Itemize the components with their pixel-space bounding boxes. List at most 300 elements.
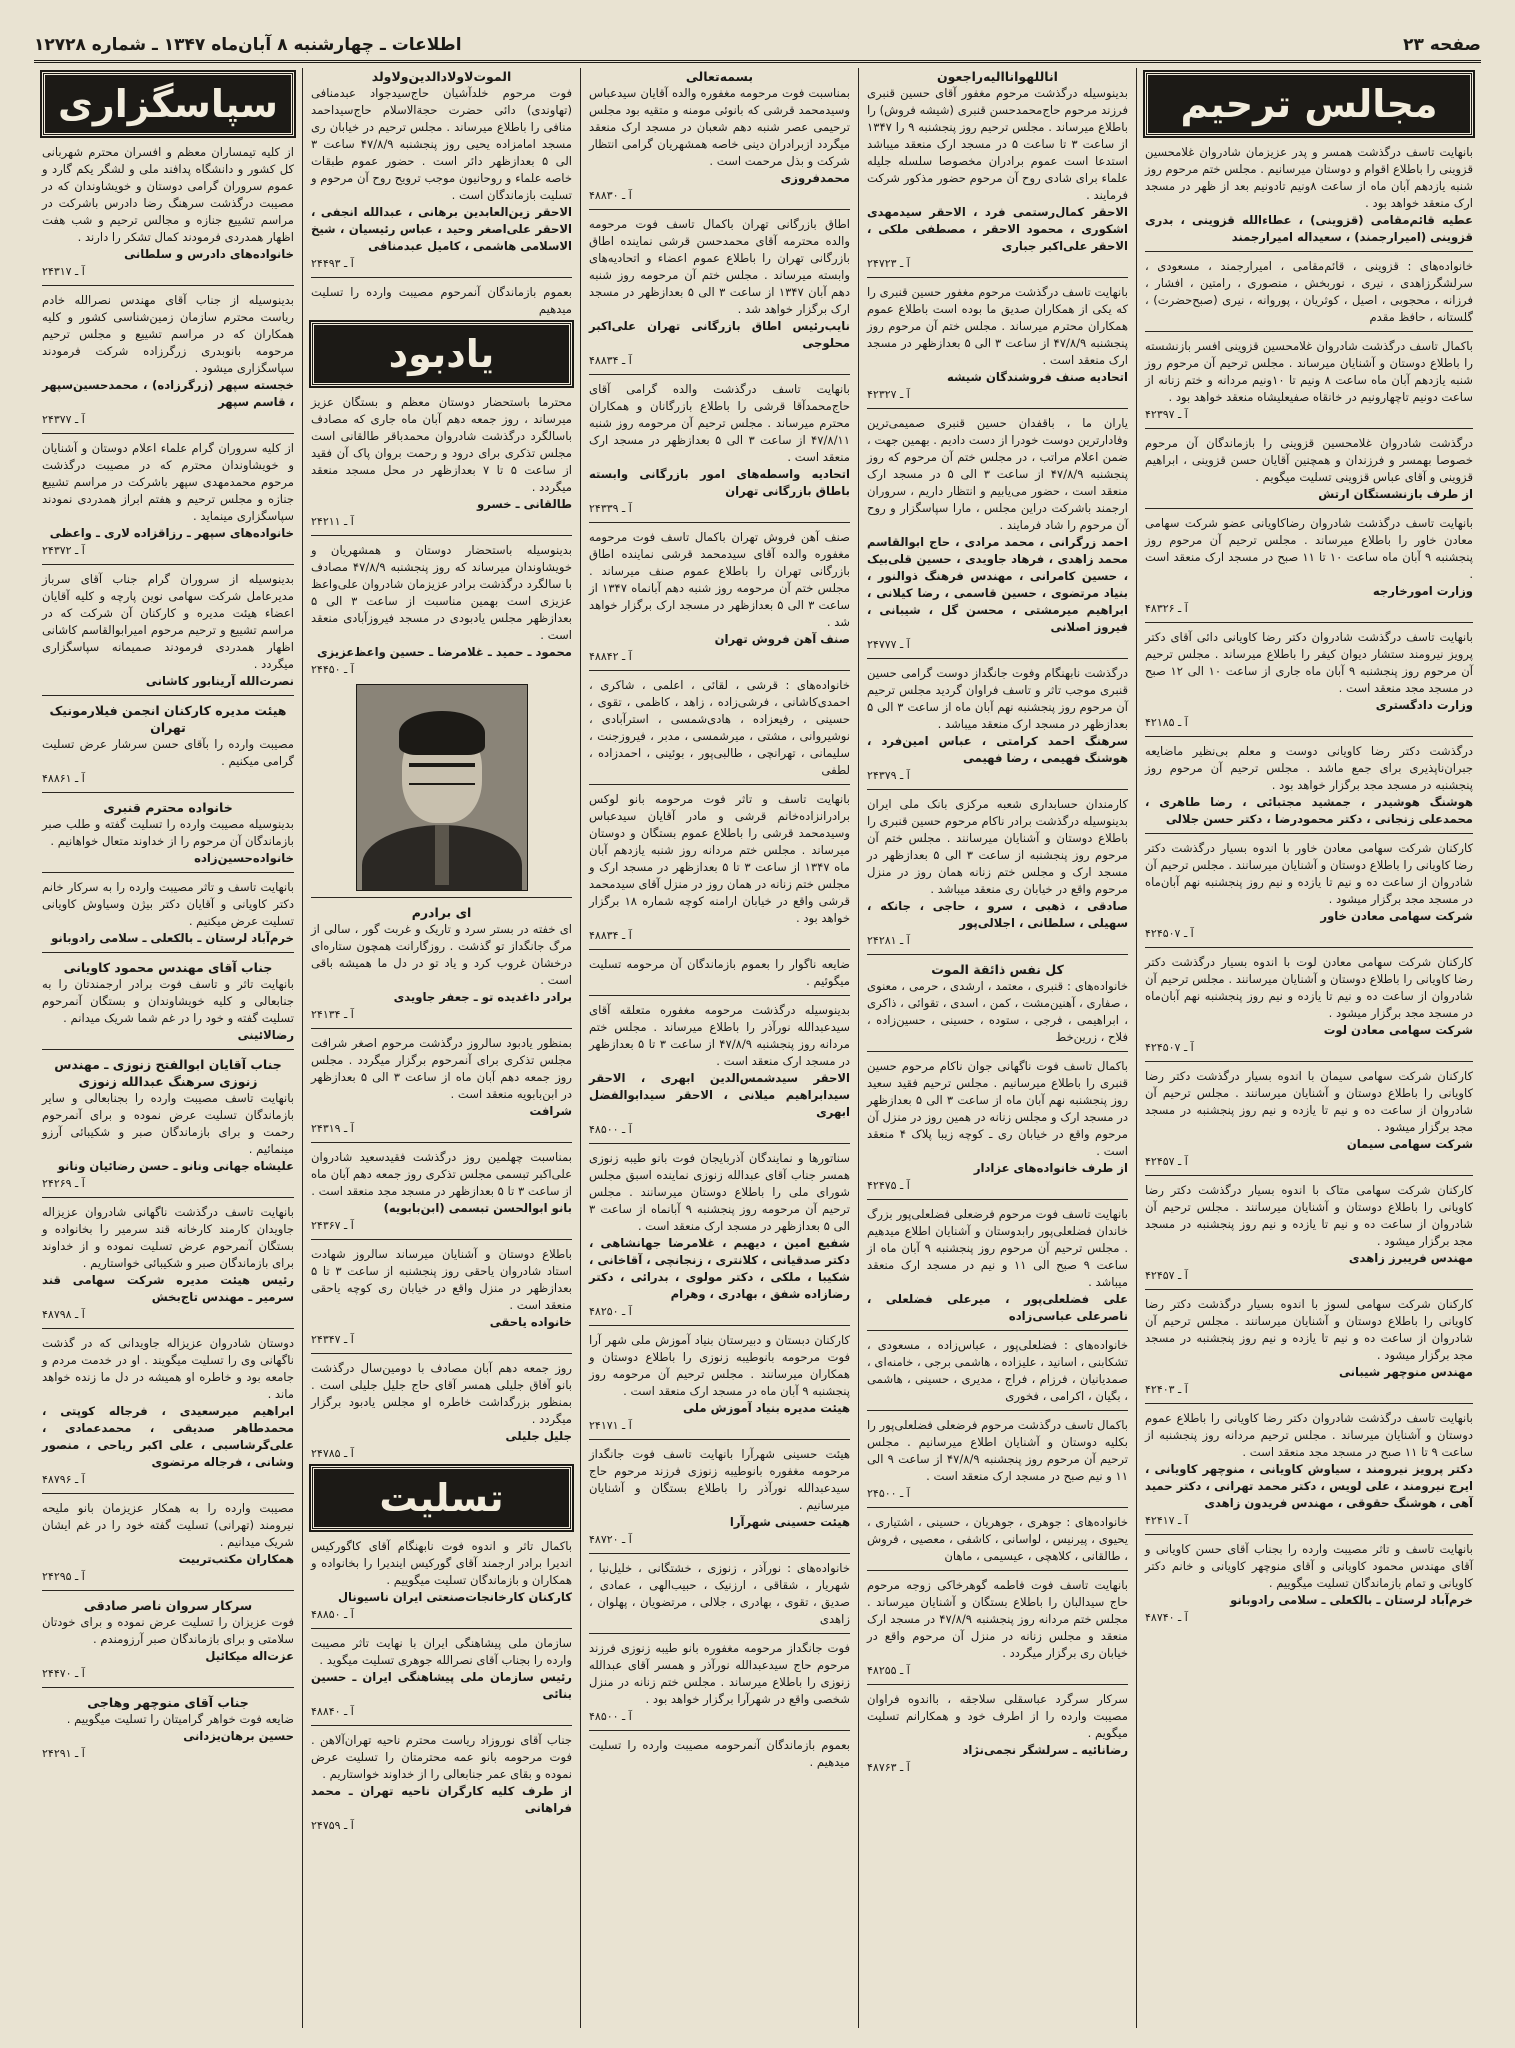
notice-sig: شرافت [529,1104,572,1118]
notice-body: بانهایت تاسف درگذشت ناگهانی شادروان عزیزاله جاویدان کارمند کارخانه قند سرمیر را بخانواده و بستگان آنمرحوم عرض تسلیت نموده و از خداوند برای بازماندگان صبر و شکیبائی خواستاریم . [42,1205,294,1270]
notice [1145,144,1473,246]
notice-ref: آ ـ ۴۲۴۵۷ [1145,1269,1188,1282]
notice-sig: حسین برهان‌یزدانی [183,1729,294,1743]
divider [589,670,850,671]
notice [1145,435,1473,503]
notice-ref: آ ـ ۲۴۳۶۷ [311,1219,354,1232]
notice-ref: آ ـ ۲۴۲۸۱ [867,934,910,947]
divider [1145,428,1473,429]
notice-sig: الاحقر سیدشمس‌الدین ابهری ، الاحقر سیدابراهیم میلانی ، الاحقر سیدابوالفضل ابهری [589,1071,850,1119]
notice-body: بانهایت تاسف و تاثر مصیبت وارده را بجناب آقای حسن کاویانی و آقای مهندس محمود کاویانی و آقای منوچهر کاویانی و خانم دکتر کاویانی و تمام بازماندگان تسلیت میگوییم . [1145,1542,1473,1590]
notice-body: خانواده‌های : جوهری ، جوهریان ، حسینی ، اشتیاری ، یحیوی ، پیرنیس ، لواسانی ، کاشفی ، معصیی ، فروش ، طالقانی ، کلاهچی ، عیسیمی ، ماهان [867,1515,1128,1563]
notice [311,1035,572,1137]
divider [1145,508,1473,509]
notice-body: سرکار سرگرد عباسقلی سلاجقه ، بااندوه فراوان مصیبت وارده را از اطرف خود و همکارانم تسلیت میگویم . [867,1692,1128,1740]
divider [42,695,294,696]
notice-sig: از طرف بازنشستگان ارتش [1318,487,1473,501]
notice [867,961,1128,1046]
notice-ref: آ ـ ۲۴۴۹۳ [311,257,354,270]
notice-sig: خجسته سپهر (زرگرزاده) ، محمدحسین‌سپهر ، قاسم سپهر [42,378,294,409]
notice-body: باکمال تاسف درگذشت مرحوم فرضعلی فضلعلی‌پور را بکلیه دوستان و آشنایان اطلاع میرسانیم . مجلس ترحیم آن مرحوم روز پنجشنبه ۴۷/۸/۹ از ساعت ۹ الی ۱۱ و نیم صبح در مسجد ارک منعقد است . [867,1418,1128,1483]
notice-ref: آ ـ ۲۴۲۱۱ [311,515,354,528]
notice-body: کارکنان شرکت سهامی لسوز با اندوه بسیار درگذشت دکتر رضا کاویانی را باطلاع دوستان و آشنایان میرسانند . مجلس ترحیم آن شادروان از ساعت ده و نیم تا یازده و نیم روز پنجشنبه در مسجد مجد برگزار میشود . [1145,1297,1473,1362]
divider [311,1142,572,1143]
notice-ref: آ ـ ۴۸۸۳۰ [589,189,632,202]
notice-sig: مهندس فریبرز زاهدی [1348,1251,1473,1265]
notice [1145,1541,1473,1626]
notice-body: مصیبت وارده را بآقای حسن سرشار عرض تسلیت گرامی میکنیم . [42,737,294,768]
notice-body: کارکنان شرکت سهامی سیمان با اندوه بسیار درگذشت دکتر رضا کاویانی را باطلاع دوستان و آشنایان میرسانند . مجلس ترحیم آن شادروان از ساعت ده و نیم تا یازده و نیم روز پنجشنبه در مسجد مجد برگزار میشود . [1145,1069,1473,1134]
notice-body: دوستان شادروان عزیزاله جاویدانی که در گذشت ناگهانی وی را تسلیت میگویند . او در خدمت مردم و جامعه بود و خاطره او همیشه در دل ما زنده خواهد ماند . [42,1336,294,1401]
notice-head: الموت‌لاولادالدین‌ولاولد [371,69,512,84]
notice [867,1514,1128,1565]
notice-sig: همکاران مکتب‌تربیت [178,1552,294,1566]
notice-head: بسمه‌تعالی [685,69,754,84]
notice [867,1206,1128,1325]
notice [1145,629,1473,731]
notice-sig: شرکت سهامی سیمان [1346,1137,1473,1151]
notice-body: بدینوسیله از سروران گرام جناب آقای سرباز مدیرعامل شرکت سهامی نوین پارچه و کلیه آقایان اعضاء هیئت مدیره و کارکنان آن شرکت که در مراسم تشییع و ترحیم مرحوم امیرابوالقاسم کاشانی اظهار همدردی فرمودند صمیمانه سپاسگزاری میگردد . [42,572,294,671]
notice-body: خانواده‌های : فضلعلی‌پور ، عباس‌زاده ، مسعودی ، تشکابنی ، اسانید ، علیزاده ، هاشمی برجی ، خامنه‌ای ، صمدیانیان ، فرزام ، فراج ، مدیری ، حسینی ، هاشمی ، بگیان ، اکرامی ، فخوری [867,1338,1128,1403]
divider [42,1049,294,1050]
notice-sig: محمود ـ حمید ـ غلامرضا ـ حسین واعظ‌عزیزی [316,645,572,659]
notice-sig: رئیس سازمان ملی پیشاهنگی ایران ـ حسین بنائی [311,1670,572,1701]
portrait-photo [356,684,528,891]
notice-ref: آ ـ ۲۴۵۰۰ [867,1487,910,1500]
notice-ref: آ ـ ۲۴۲۶۹ [42,1177,85,1190]
divider [589,1439,850,1440]
divider [589,1553,850,1554]
notice-head: اناللهواناالیه‌راجعون [937,69,1058,84]
divider [1145,1175,1473,1176]
divider [589,374,850,375]
notice [867,1691,1128,1776]
notice [867,1417,1128,1502]
notice-body: کارکنان شرکت سهامی متاک با اندوه بسیار درگذشت دکتر رضا کاویانی را باطلاع دوستان و آشنایان میرسانند . مجلس ترحیم آن شادروان از ساعت ده و نیم تا یازده و نیم روز پنجشنبه در مسجد مجد برگزار میشود . [1145,1183,1473,1248]
notice-body: سناتورها و نمایندگان آذربایجان فوت بانو طیبه زنوزی همسر جناب آقای عبدالله زنوزی نماینده اسبق مجلس شورای ملی را باطلاع دوستان میرسانند . مجلس ترحیم آن مرحومه روز پنجشنبه ۹ آبانماه از ساعت ۳ الی ۵ بعدازظهر در مسجد ارک منعقد است . [589,1151,850,1233]
notice-sig: سرهنگ احمد کرامتی ، عباس امین‌فرد ، هوشنگ فهیمی ، رضا فهیمی [867,734,1128,765]
notice-list [1145,144,1473,1626]
notice-sig: خانواده‌حسین‌زاده [194,851,294,865]
divider [867,1410,1128,1411]
divider [589,1143,850,1144]
notice [589,1446,850,1548]
notice-body: بانهایت تاسف و تاثر فوت مرحومه بانو لوکس برادرانزاده‌خانم قرشی و مادر آقایان سیدعباس وسیدمحمد قرشی را باطلاع عموم بستگان و دوستان میرساند . مجلس ختم مردانه روز شنبه یازدهم آبان ماه ۱۳۴۷ از ساعت ۳ تا ۵ بعدازظهر در مسجد ارک و مجلس ختم زنانه در همان روز در منزل آقای سیدمحمد قرشی واقع در خیابان ارامنه کوچه شماره ۱۸ برگزار خواهد بود . [589,792,850,925]
notice-body: از کلیه تیمساران معظم و افسران محترم شهربانی کل کشور و دانشگاه پدافند ملی و لشگر یکم گارد و عموم سروران گرامی دوستان و خویشاوندان که در مصیبت درگذشت سرهنگ رضا دادرس باشرکت در مراسم تشییع جنازه و مجالس ترحیم و شب هفت اظهار همدردی فرمودند کمال تشکر را دارند . [42,145,294,244]
notice-sig: عزت‌اله میکائیل [205,1649,294,1663]
issue-line: اطلاعات ـ چهارشنبه ۸ آبان‌ماه ۱۳۴۷ ـ شماره ۱۲۷۲۸ [34,35,462,55]
notice-body: بانهایت تاسف درگذشت والده گرامی آقای حاج‌محمدآقا قرشی را باطلاع بازرگانان و همکاران محترم میرساند . مجلس ترحیم آن مرحومه روز شنبه ۴۷/۸/۱۱ از ساعت ۳ الی ۵ بعدازظهر در مسجد ارک منعقد است . [589,382,850,464]
notice-body: روز جمعه دهم آبان مصادف با دومین‌سال درگذشت بانو آفاق جلیلی همسر آقای حاج جلیل جلیلی است . بمنظور بزرگداشت خاطره او مجلس یادبود برگزار میگردد . [311,1361,572,1426]
divider [1145,736,1473,737]
notice [311,1149,572,1234]
notice-ref: آ ـ ۴۸۸۳۴ [589,354,632,367]
notice-body: ای خفته در بستر سرد و تاریک و غربت گور ، سالی از مرگ جانگداز تو گذشت . روزگارانت همچون ستاره‌ای درخشان غروب کرد و یاد تو در دل ما همیشه باقی است . [311,922,572,987]
notice [42,571,294,690]
divider [867,277,1128,278]
divider [1145,251,1473,252]
notice [589,381,850,517]
divider [42,1590,294,1591]
notice-ref: آ ـ ۴۲۱۸۵ [1145,716,1188,729]
divider [589,1633,850,1634]
notice-body: کارکنان دبستان و دبیرستان بنیاد آموزش ملی شهر آرا فوت مرحومه بانوطیبه زنوزی را باطلاع دوستان و همکاران میرسانند . مجلس ترحیم آن مرحومه روز پنجشنبه ۹ آبان ماه در مسجد ارک منعقد است . [589,1333,850,1398]
notice-ref: آ ـ ۲۴۳۳۹ [589,502,632,515]
notice-sig: طالقانی ـ خسرو [476,497,572,511]
notice-head: جناب آقای مهندس محمود کاویانی [63,960,273,975]
notice-sig: خانواده یاحقی [489,1315,572,1329]
notice-body: جناب آقای نوروزاد ریاست محترم ناحیه تهران‌آلاهن . فوت مرحومه بانو عمه محترمتان را تسلیت عرض نموده و بقای عمر جنابعالی را از خداوند خواستاریم . [311,1733,572,1781]
notice-body: اطاق بازرگانی تهران باکمال تاسف فوت مرحومه والده محترمه آقای محمدحسن قرشی نماینده اطاق بازرگانی تهران را باطلاع عموم اعضاء و اتحادیه‌های وابسته میرساند . مجلس ختم آن مرحومه روز شنبه دهم آبان ۱۳۴۷ از ساعت ۳ الی ۵ بعدازظهر در مسجد ارک برگزار خواهد شد . [589,217,850,316]
notice [42,440,294,559]
divider [42,872,294,873]
notice [1145,1182,1473,1284]
notice-head: کل نفس ذائقة الموت [931,962,1064,977]
notice-body: بانهایت تاثر و تاسف فوت برادر ارجمندتان را به جنابعالی و کلیه خویشاوندان و بستگان آنمرحوم تسلیت گفته و خود را در غم شما شریک میدانم . [42,977,294,1025]
notice-body: باکمال تاسف درگذشت شادروان غلامحسین قزوینی افسر بازنشسته را باطلاع دوستان و آشنایان میرساند . مجلس ترحیم آن مرحوم روز شنبه یازدهم آبان ماه ساعت ۸ ونیم تا ۱۰ونیم مردانه و ختم زنانه از ساعت دونیم تاچهارونیم در خانقاه صفیعلیشاه منعقد خواهد بود . [1145,339,1473,404]
divider [1145,833,1473,834]
notice-ref: آ ـ ۲۴۷۲۳ [867,257,910,270]
notice-ref: آ ـ ۴۸۸۵۰ [311,1608,354,1621]
notice [42,1694,294,1762]
notice [42,702,294,787]
notice-body: خانواده‌های : قرشی ، لقائی ، اعلمی ، شاکری ، احمدی‌کاشانی ، فرشی‌زاده ، زاهد ، کاظمی ، تقوی ، حسینی ، رفیعزاده ، هادی‌شمسی ، استرآبادی ، نوشیروانی ، مشتی ، میرشمسی ، مدبر ، فیروزجنت ، سلیمانی ، تهرانچی ، طالبی‌پور ، بوئینی ، احمدزاده ، لطفی [589,678,850,777]
notice-body: فوت مرحوم خلدآشیان حاج‌سیدجواد عبدمنافی (تهاوندی) دائی حضرت حجةالاسلام حاج‌سیداحمد منافی را باطلاع میرساند . مجلس ترحیم در خیابان ری مسجد امامزاده یحیی روز پنجشنبه ۴۷/۸/۹ ساعت ۳ الی ۵ بعدازظهر دائر است . حضور عموم طبقات خاصه علماء و روحانیون موجب ترویح روح آن مرحوم و تسلیت بازماندگان است . [311,86,573,202]
notice-head: ای برادرم [411,905,472,920]
columns [34,68,1481,2028]
notice-sig: وزارت امورخارجه [1372,584,1473,598]
divider [42,433,294,434]
notice-ref: آ ـ ۴۸۲۵۰ [589,1305,632,1318]
notice-body: هیئت حسینی شهرآرا بانهایت تاسف فوت جانگداز مرحومه مغفوره بانوطیبه زنوزی فرزند مرحوم حاج سیدعبدالله نورآذر را باطلاع بستگان و آشنایان میرسانیم . [589,1447,850,1512]
notice-sig: شرکت سهامی معادن لوت [1323,1023,1473,1037]
notice-sig: خرم‌آباد لرستان ـ بالکعلی ـ سلامی رادوبانو [51,931,294,945]
notice-sig: صادقی ، ذهبی ، سرو ، حاجی ، جانکه ، سهیلی ، سلطانی ، اجلالی‌پور [867,899,1128,930]
divider [589,995,850,996]
notice-body: از کلیه سروران گرام علماء اعلام دوستان و آشنایان و خویشاوندان محترم که در مصیبت درگذشت مرحوم محمدمهدی سپهر باشرکت در مراسم تشییع جنازه و مجلس ترحیم و هفتم ابراز همدردی نمودند سپاسگزاری مینماید . [42,441,294,523]
notice [311,394,572,530]
notice-body: بدینوسیله از جناب آقای مهندس نصرالله خادم ریاست محترم سازمان زمین‌شناسی کشور و کلیه همکاران که در مراسم تشییع و مجلس ترحیم مرحومه بانوبدری زرگرزاده شرکت فرمودند سپاسگزاری میشود . [42,293,294,375]
notice-body: محترما باستحضار دوستان معظم و بستگان عزیز میرساند ، روز جمعه دهم آبان ماه جاری که مصادف باسالگرد درگذشت شادروان محمدباقر طالقانی است مجلس تذکری برای درود و رحمت بروان پاک آن فقید از ساعت ۵ تا ۷ بعدازظهر در محل مسجد منعقد میگردد . [311,395,572,494]
notice-sig: رضانائیه ـ سرلشگر نجمی‌نژاد [962,1743,1128,1757]
notice [1145,1296,1473,1398]
divider [1145,1534,1473,1535]
banner-majales-tarhim: مجالس ترحیم [1145,72,1473,136]
divider [867,1570,1128,1571]
notice [311,1360,572,1462]
notice [1145,954,1473,1056]
notice-ref: آ ـ ۴۸۸۶۱ [42,772,85,785]
notice [867,1577,1128,1679]
notice [311,1246,572,1348]
notice-ref: آ ـ ۲۴۷۷۷ [867,638,910,651]
notice-list [311,394,572,1462]
notice-body: بمنظور یادبود سالروز درگذشت مرحوم اصغر شرافت مجلس تذکری برای آنمرحوم برگزار میگردد . مجلس روز جمعه دهم آبان ماه از ساعت ۳ الی ۵ بعدازظهر در ابن‌بابویه منعقد است . [311,1036,572,1101]
masthead [34,34,1481,56]
notice-body: بدینوسیله باستحضار دوستان و همشهریان و خویشاوندان میرساند که روز پنجشنبه ۴۷/۸/۹ مصادف با سالگرد درگذشت برادر عزیزمان شادروان علی‌واعظ عزیزی است بهمین مناسبت از ساعت ۳ الی ۵ بعدازظهر مجلس یادبودی در مسجد فیروزآبادی منعقد است . [311,543,573,642]
notice [311,542,572,678]
notice-list [311,1538,572,1834]
notice-sig: از طرف کلیه کارگران ناحیه تهران ـ محمد فراهانی [311,1784,572,1815]
notice [867,415,1128,653]
notice-body: بدینوسیله مصیبت وارده را تسلیت گفته و طلب صبر بازماندگان آن مرحوم را از خداوند متعال خواهانیم . [42,817,294,848]
divider [867,658,1128,659]
notice-sig: عطیه قائم‌مقامی (قزوینی) ، عطاءالله قزوینی ، بدری قزوینی (امیرارجمند) ، سعیداله امیرارجمند [1145,213,1473,244]
notice [867,284,1128,403]
notice-sig: صنف آهن فروش تهران [714,632,850,646]
notice-body: درگذشت دکتر رضا کاویانی دوست و معلم بی‌نظیر ماضایعه جبران‌ناپذیری برای جمع ماشد . مجلس ترحیم آن مرحوم روز پنجشنبه در مسجد مجد برگزار خواهد بود . [1145,744,1473,792]
notice-ref: آ ـ ۴۲۴۵۰۷ [1145,927,1194,940]
divider [589,1325,850,1326]
notice-body: یاران ما ، باقفدان حسین قنبری صمیمی‌ترین وفادارترین دوست خودرا از دست دادیم . بهمین جهت ، ضمن اعلام مراتب ، در مجلس ختم آن مرحوم که روز پنجشنبه ۴۷/۸/۹ از ساعت ۳ الی ۵ در مسجد ارک منعقد است ، حضور می‌یابیم و انتظار داریم ، سروران ارجمند باشرکت دراین مجلس ، مارا سپاسگزار و روح آن مرحوم را شاد فرمایند . [867,416,1128,532]
notice [1145,1068,1473,1170]
notice-sig: بانو ابوالحسن تبسمی (ابن‌بابویه) [383,1201,572,1215]
divider [867,954,1128,955]
notice-sig: از طرف خانواده‌های عزادار [973,1161,1128,1175]
notice-ref: آ ـ ۴۲۳۲۷ [867,388,910,401]
notice [589,1640,850,1725]
notice [589,1560,850,1628]
notice-ref: آ ـ ۴۸۷۹۶ [42,1473,85,1486]
notice-ref: آ ـ ۴۲۳۹۷ [1145,408,1188,421]
divider [42,792,294,793]
notice-body: بانهایت تاسف درگذشت شادروان دکتر رضا کاویانی دائی آقای دکتر پرویز نیرومند ستشار دیوان کیفر را باطلاع میرساند . مجلس ترحیم آن مرحوم روز پنجشنبه ۹ آبان ماه جاری از ساعت ۱۰ الی ۱۲ صبح در مسجد مجد منعقد است . [1145,630,1474,695]
notice-body: درگذشت شادروان غلامحسین قزوینی را بازماندگان آن مرحوم خصوصا بهمسر و فرزندان و همچنین آقایان حسن قزوینی ، ابراهیم قزوینی و آقای عباس قزوینی تسلیت میگویم . [1145,436,1473,484]
notice-body: بدینوسیله درگذشت مرحوم مغفور آقای حسین قنبری فرزند مرحوم حاج‌محمدحسن قنبری (شیشه فروش) را باطلاع میرساند . مجلس ترحیم روز پنجشنبه ۹ را ۱۳۴۷ از ساعت ۳ تا ساعت ۵ در مسجد ارک منعقد میباشد استدعا است عموم برادران مخصوصا سلسله جلیله علماء برای شادی روح آن مرحوم حضور مذکور شرکت فرمایند . [867,86,1128,202]
column-4 [858,68,1136,2028]
notice-ref: آ ـ ۲۴۳۱۹ [311,1122,354,1135]
notice-ref: آ ـ ۴۸۸۴۰ [311,1705,354,1718]
notice [311,1732,572,1834]
notice-ref: آ ـ ۴۸۵۰۰ [589,1710,632,1723]
notice [1145,258,1473,326]
notice [1145,1410,1473,1529]
notice-ref: آ ـ ۴۲۴۵۰۷ [1145,1041,1194,1054]
notice [42,959,294,1044]
notice-ref: آ ـ ۲۴۳۷۲ [42,544,85,557]
divider [42,1197,294,1198]
notice-sig: خانواده‌های سپهر ـ رزاقزاده لاری ـ واعظی [49,526,294,540]
notice-body: صنف آهن فروش تهران باکمال تاسف فوت مرحومه مغفوره والده آقای سیدمحمد قرشی نماینده اطاق بازرگانی تهران را باطلاع عموم صنف میرساند . مجلس ختم آن مرحومه روز شنبه دهم آبانماه ۱۳۴۷ از ساعت ۳ الی ۵ بعدازظهر در مسجد ارک برگزار خواهد شد . [589,530,851,629]
notice [311,1635,572,1720]
notice-sig: نایب‌رئیس اطاق بازرگانی تهران علی‌اکبر محلوجی [589,319,850,350]
divider [589,949,850,950]
notice-body: خانواده‌های : نورآذر ، زنوزی ، خشتگانی ، خلیل‌نیا ، شهریار ، شقاقی ، ارزنیک ، حبیب‌الهی ، عمادی ، صدیق ، تقوی ، بهادری ، جلالی ، مرتضویان ، پهلوان ، زاهدی [589,1561,850,1626]
notice-sig: کارکنان کارخانجات‌صنعتی ایران ناسیونال [337,1590,572,1604]
page-number: صفحه ۲۳ [1403,35,1481,55]
notice [311,284,572,318]
notice-body: بانهایت تاسف درگذشت شادروان رضاکاویانی عضو شرکت سهامی معادن خاور را باطلاع میرساند . مجلس ترحیم آن مرحوم روز پنجشنبه ۹ آبان ماه ساعت ۱۰ تا ۱۱ صبح در مسجد ارک منعقد است . [1145,516,1473,581]
divider [42,1687,294,1688]
notice-ref: آ ـ ۲۴۱۷۱ [589,1419,632,1432]
notice-ref: آ ـ ۴۲۴۱۷ [1145,1514,1188,1527]
divider [867,1330,1128,1331]
divider [1145,1289,1473,1290]
notice [1145,515,1473,617]
column-thanks [34,68,302,2028]
notice-sig: جلیل جلیلی [505,1429,572,1443]
divider [42,564,294,565]
notice-body: سازمان ملی پیشاهنگی ایران با نهایت تاثر مصیبت وارده را بجناب آقای نصرالله جوهری تسلیت میگوید . [311,1636,572,1667]
notice-ref: آ ـ ۴۸۷۶۳ [867,1761,910,1774]
notice-sig: علی فضلعلی‌پور ، میرعلی فضلعلی ، ناصرعلی عباسی‌زاده [867,1292,1128,1323]
divider [311,1725,572,1726]
notice-ref: آ ـ ۲۴۳۴۷ [311,1333,354,1346]
notice-body: ضایعه ناگوار را بعموم بازماندگان آن مرحومه تسلیت میگوئیم . [589,957,850,988]
notice-body: فوت عزیزان را تسلیت عرض نموده و برای خودتان سلامتی و برای بازماندگان صبر آرزومندم . [42,1615,294,1646]
notice-ref: آ ـ ۲۴۷۸۵ [311,1447,354,1460]
notice-body: بانهایت تاسف مصیبت وارده را بجنابعالی و سایر بازماندگان تسلیت عرض نموده و برای آنمرحوم رحمت و برای بازماندگان صبر و شکیبائی آرزو مینمائیم . [42,1091,294,1156]
notice-sig: محمدفروزی [780,171,850,185]
notice-ref: آ ـ ۲۴۳۷۹ [867,769,910,782]
notice [589,1002,850,1138]
notice [42,1500,294,1585]
notice-sig: خانواده‌های دادرس و سلطانی [124,247,294,261]
notice-ref: آ ـ ۲۴۲۹۱ [42,1747,85,1760]
divider [42,1493,294,1494]
notice-sig: خرم‌آباد لرستان ـ بالکعلی ـ سلامی رادوبانو [1230,1593,1473,1607]
notice-ref: آ ـ ۴۲۴۰۳ [1145,1383,1188,1396]
divider [42,1328,294,1329]
notice-head: سرکار سروان ناصر صادقی [83,1598,253,1613]
divider [42,952,294,953]
notice-body: بعموم بازماندگان آنمرحومه مصیبت وارده را تسلیت میدهیم . [589,1738,850,1769]
divider [1145,622,1473,623]
portrait-hair [399,711,485,755]
notice [42,1597,294,1682]
notice-body: بانهایت تاسف درگذشت مرحوم مغفور حسین قنبری را که یکی از همکاران صدیق ما بوده است باطلاع عموم همکاران محترم میرساند . مجلس ختم آن مرحوم روز پنجشنبه ۴۷/۸/۹ از ساعت ۳ الی ۵ بعدازظهر در مسجد ارک منعقد است . [867,285,1128,367]
notice-body: بانهایت تاسف درگذشت همسر و پدر عزیزمان شادروان غلامحسین قزوینی را باطلاع اقوام و دوستان میرسانیم . مجلس ختم مرحوم روز شنبه یازدهم آبان ماه از ساعت ۸ونیم تادونیم بعد از ظهر در مسجد ارک منعقد خواهد بود . [1145,145,1473,210]
notice [589,1332,850,1434]
notice [1145,743,1473,828]
divider [1145,947,1473,948]
notice-sig: نصرت‌الله آرینابور کاشانی [145,674,294,688]
notice [589,216,850,369]
banner-tasliyat: تسلیت [311,1466,572,1530]
notice-sig: الاحقر زین‌العابدین برهانی ، عبدالله انجفی ، الاحقر علی‌اصغر وحید ، عباس رئیسیان ، شیخ الاسلامی هاشمی ، کامیل عبدمنافی [311,205,572,253]
divider [867,789,1128,790]
notice [589,68,850,204]
notice-sig: هیئت مدیره بنیاد آموزش ملی [682,1401,850,1415]
notice-sig: اتحادیه صنف فروشندگان شیشه [946,370,1128,384]
notice-sig: شرکت سهامی معادن خاور [1320,909,1473,923]
notice-sig: احمد زرگرانی ، محمد مرادی ، حاج ابوالقاسم محمد زاهدی ، فرهاد جاویدی ، حسین قلی‌بیک ، حسین کامرانی ، مهندس فرهنگ ذوالنور ، بنیاد مرتضوی ، حسین قاسمی ، رضا کیلانی ، ابراهیم میرمشتی ، محسن گل ، شیبانی ، فیروز اصلانی [867,535,1128,634]
notice-sig: برادر داغدیده تو ـ جعفر جاویدی [393,990,572,1004]
notice [589,1150,850,1320]
divider [311,1239,572,1240]
notice-ref: آ ـ ۴۸۳۲۶ [1145,602,1188,615]
notice-body: بانهایت تاسف درگذشت شادروان دکتر رضا کاویانی را باطلاع عموم دوستان و آشنایان میرساند . مجلس ترحیم مردانه روز پنجشنبه از ساعت ۹ تا ۱۱ صبح در مسجد مجد منعقد است . [1145,1411,1473,1459]
notice-ref: آ ـ ۴۸۵۰۰ [589,1123,632,1136]
notice-ref: آ ـ ۲۴۳۷۷ [42,413,85,426]
notice [311,1538,572,1623]
divider [589,209,850,210]
divider [589,522,850,523]
notice-head: جناب آقای منوچهر وهاجی [87,1695,249,1710]
divider [311,535,572,536]
notice-ref: آ ـ ۴۸۲۵۵ [867,1664,910,1677]
notice-head: خانواده محترم قنبری [103,800,233,815]
notice [589,1737,850,1771]
notice-body: فوت جانگداز مرحومه مغفوره بانو طیبه زنوزی فرزند مرحوم حاج سیدعبدالله نورآذر و همسر آقای عبدالله زنوزی را باطلاع میرساند . مجلس ختم زنانه در منزل شخصی واقع در شهرآرا برگزار خواهد بود . [589,1641,850,1706]
notice [589,677,850,779]
notice-body: کارمندان حسابداری شعبه مرکزی بانک ملی ایران بدینوسیله درگذشت برادر ناکام مرحوم حسین قنبری را باطلاع دوستان و آشنایان میرسانند . مجلس ختم آن مرحوم روز پنجشنبه از ساعت ۳ الی ۵ بعدازظهر در مسجد ارک و مجلس ختم زنانه همان روز در منزل مرحوم واقع در خیابان ری منعقد میباشد . [867,797,1128,896]
notice [42,799,294,867]
notice [42,1335,294,1488]
notice-ref: آ ـ ۴۸۷۲۰ [589,1533,632,1546]
notice-list [42,144,294,1762]
notice [867,1337,1128,1405]
notice [867,1058,1128,1194]
portrait-glasses [409,763,475,785]
notice-body: باکمال تاثر و اندوه فوت نابهنگام آقای کاگورکیس اندیرا برادر ارجمند آقای گورکیس ایندیرا را بخانواده و همکاران و بازماندگان تسلیت میگوییم . [311,1539,572,1587]
divider [867,1199,1128,1200]
notice-ref: آ ـ ۴۸۷۹۸ [42,1308,85,1321]
notice [589,529,850,665]
notice-body: باکمال تاسف فوت ناگهانی جوان ناکام مرحوم حسین قنبری را باطلاع میرسانیم . مجلس ترحیم فقید سعید روز پنجشنبه نهم آبان ماه از ساعت ۳ الی ۵ بعدازظهر در مسجد ارک و مجلس زنانه در همین روز در منزل آن مرحوم واقع در خیابان ری ـ کوچه زیبا پلاک ۴ منعقد است . [867,1059,1128,1158]
notice-head: هیئت مدیره کارکنان انجمن فیلارمونیک تهران [49,703,287,735]
notice [867,796,1128,949]
notice-ref: آ ـ ۴۸۸۳۴ [589,929,632,942]
notice-list [867,68,1128,1776]
notice [42,292,294,428]
notice [589,791,850,944]
divider [867,408,1128,409]
notice-body: بعموم بازماندگان آنمرحوم مصیبت وارده را تسلیت میدهیم [311,285,572,316]
divider [1145,331,1473,332]
notice-ref: آ ـ ۴۸۸۴۲ [589,650,632,663]
divider [867,1507,1128,1508]
notice-sig: شفیع امین ، دیهیم ، غلامرضا جهانشاهی ، دکتر صدقیانی ، کلانتری ، زنجانچی ، آقاخانی ، شکیبا ، ملکی ، دکتر مولوی ، بدرائی ، دکتر رضازاده شفق ، بهادری ، وهرام [589,1236,850,1301]
notice-body: خانواده‌های : قزوینی ، قائم‌مقامی ، امیرارجمند ، مسعودی ، سرلشگرزاهدی ، نیری ، نوربخش ، منصوری ، رامتین ، افشار ، فرزانه ، محجوبی ، اصیل ، کوثریان ، پوروانه ، نیری (صبح‌حضرت) ، گلستانه ، حافظ مقدم [1145,259,1473,324]
notice-sig: وزارت دادگستری [1375,698,1473,712]
divider [1145,1061,1473,1062]
notice [42,1204,294,1323]
notice-body: بمناسبت چهلمین روز درگذشت فقیدسعید شادروان علی‌اکبر تبسمی مجلس تذکری روز جمعه دهم آبان ماه از ساعت ۳ تا ۵ بعدازظهر در مسجد مجد منعقد است . [311,1150,572,1198]
column-obituaries [1136,68,1481,2028]
notice-sig: رئیس هیئت مدیره شرکت سهامی قند سرمیر ـ مهندس تاج‌بخش [42,1273,294,1304]
notice-ref: آ ـ ۴۸۷۴۰ [1145,1611,1188,1624]
notice [311,68,572,272]
notice-sig: رضالائینی [237,1028,294,1042]
notice-sig: مهندس منوچهر شیبانی [1338,1365,1473,1379]
notice-ref: آ ـ ۲۴۲۹۵ [42,1570,85,1583]
notice-sig: علیشاه جهانی ونانو ـ حسن رضائیان ونانو [57,1159,294,1173]
column-2 [302,68,580,2028]
notice-ref: آ ـ ۲۴۷۵۹ [311,1819,354,1832]
column-3 [580,68,858,2028]
notice-list [311,68,572,318]
notice-sig: ابراهیم میرسعیدی ، فرجاله کوپتی ، محمدطاهر صدیقی ، محمدعمادی ، علی‌گرشاسبی ، علی اکبر ریاحی ، منصور وشانی ، فرجاله مرتضوی [42,1404,294,1469]
notice-sig: هیئت حسینی شهرآرا [729,1515,850,1529]
divider [311,277,572,278]
notice-body: بمناسبت فوت مرحومه مغفوره والده آقایان سیدعباس وسیدمحمد قرشی که بانوئی مومنه و متقیه بود مجلس ترحیمی عصر شنبه دهم شعبان در مسجد ارک منعقد میگردد ازبرادران دینی خاصه همشهریان گرامی انتظار شرکت و بذل مرحمت است . [589,86,850,168]
notice-body: درگذشت نابهنگام وفوت جانگداز دوست گرامی حسین قنبری موجب تاثر و تاسف فراوان گردید مجلس ترحیم آن مرحوم روز پنجشنبه نهم آبان ماه از ساعت ۳ الی ۵ بعدازظهر در مسجد ارک منعقد میباشد . [867,666,1128,731]
divider [867,1684,1128,1685]
notice-list [589,68,850,1771]
notice-head: جناب آقایان ابوالفتح زنوزی ـ مهندس زنوزی سرهنگ عبدالله زنوزی [54,1057,282,1089]
notice-body: خانواده‌های : قنبری ، معتمد ، ارشدی ، حرمی ، معنوی ، صفاری ، آهنین‌مشت ، کمن ، اسدی ، تقوائی ، ذاکری ، ابراهیمی ، فرجی ، ستوده ، حسینی ، حسین‌زاده ، فلاح ، زرین‌خط [867,979,1128,1044]
notice-body: بانهایت تاسف فوت مرحوم فرضعلی فضلعلی‌پور بزرگ خاندان فضلعلی‌پور رابدوستان و آشنایان اطلاع میدهیم . مجلس ترحیم آن مرحوم روز پنجشنبه ۹ آبان ماه از ساعت ۹ صبح الی ۱۱ و نیم در مسجد ارک منعقد میباشد . [867,1207,1129,1289]
divider [311,897,572,898]
notice [42,144,294,280]
notice-body: بانهایت تاسف فوت فاطمه گوهرخاکی زوجه مرحوم حاج سیدالبان را باطلاع بستگان و آشنایان میرساند . مجلس ختم مردانه روز پنجشنبه ۴۷/۸/۹ در مسجد ارک منعقد و مجلس زنانه در منزل آن مرحوم واقع در خیابان ری برگزار میگردد . [867,1578,1128,1660]
notice [311,904,572,1023]
divider [589,784,850,785]
divider [42,285,294,286]
notice [1145,338,1473,423]
divider [1145,1403,1473,1404]
